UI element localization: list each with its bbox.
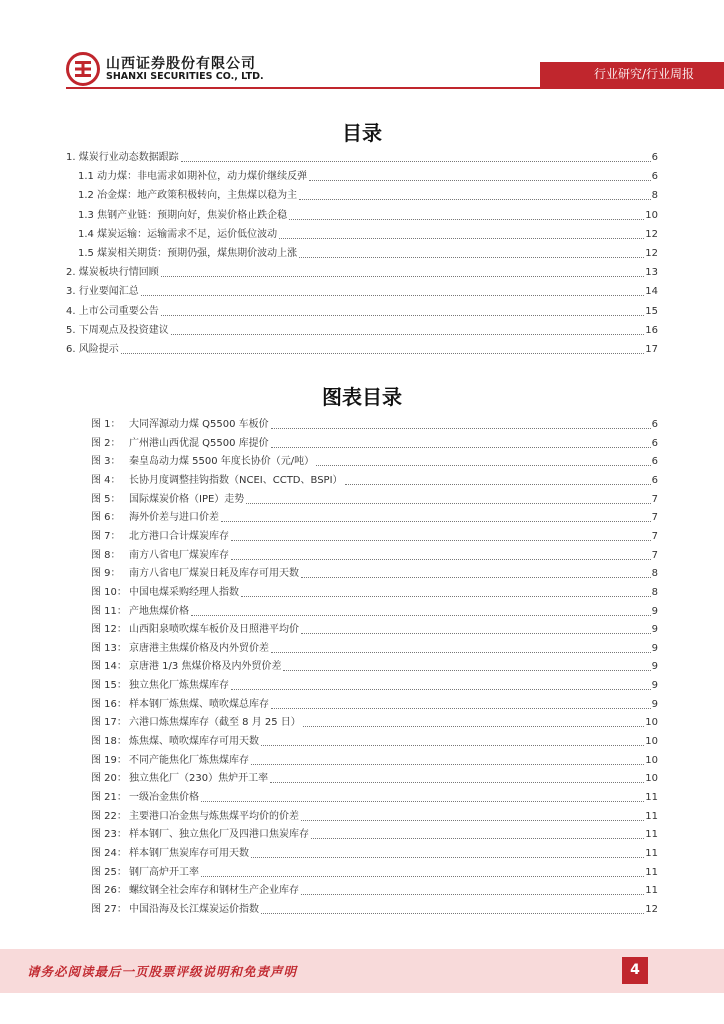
figure-item[interactable] xyxy=(91,828,658,842)
toc-leader-dots xyxy=(309,180,651,181)
toc-leader-dots xyxy=(161,315,645,316)
figure-item-number: 图 20： xyxy=(91,773,127,784)
header-divider xyxy=(66,87,724,89)
figure-item-label: 国际煤炭价格（IPE）走势 xyxy=(129,494,245,505)
toc-item-label: 3. 行业要闻汇总 xyxy=(66,286,139,297)
toc-item-page: 12 xyxy=(645,248,658,259)
page-number: 4 xyxy=(622,957,648,984)
figure-item-number: 图 10： xyxy=(91,587,127,598)
figure-item-label: 六港口炼焦煤库存（截至 8 月 25 日） xyxy=(129,717,301,728)
toc-leader-dots xyxy=(161,276,645,277)
toc-leader-dots xyxy=(279,238,644,239)
figure-leader-dots xyxy=(301,894,644,895)
figure-item-number: 图 8： xyxy=(91,550,121,561)
figure-item-page: 12 xyxy=(645,904,658,915)
figure-item-number: 图 24： xyxy=(91,848,127,859)
toc-item-label: 1.5 煤炭相关期货：预期仍强，煤焦期价波动上涨 xyxy=(78,248,298,259)
figure-item-number: 图 1： xyxy=(91,419,121,430)
figure-item-number: 图 23： xyxy=(91,829,127,840)
figure-leader-dots xyxy=(201,801,644,802)
figure-item[interactable] xyxy=(91,716,658,730)
toc-item-page: 16 xyxy=(645,325,658,336)
figure-item-page: 8 xyxy=(651,587,658,598)
figure-item-number: 图 25： xyxy=(91,867,127,878)
figure-item-label: 京唐港主焦煤价格及内外贸价差 xyxy=(129,643,269,654)
figure-item-number: 图 2： xyxy=(91,438,121,449)
figure-leader-dots xyxy=(231,540,651,541)
figure-leader-dots xyxy=(303,726,644,727)
toc-leader-dots xyxy=(181,161,651,162)
toc-item-label: 6. 风险提示 xyxy=(66,344,119,355)
figure-item[interactable] xyxy=(91,698,658,712)
toc-item-label: 4. 上市公司重要公告 xyxy=(66,306,159,317)
toc-item[interactable] xyxy=(66,305,658,319)
toc-item-label: 1.1 动力煤：非电需求如期补位，动力煤价继续反弹 xyxy=(78,171,308,182)
figure-item-number: 图 5： xyxy=(91,494,121,505)
figure-leader-dots xyxy=(241,596,651,597)
figure-leader-dots xyxy=(271,428,651,429)
figure-leader-dots xyxy=(246,503,650,504)
toc-item-label: 1.2 冶金煤：地产政策积极转向，主焦煤以稳为主 xyxy=(78,190,298,201)
figure-leader-dots xyxy=(251,857,644,858)
toc-item[interactable] xyxy=(66,285,658,299)
toc-item-label: 1.3 焦钢产业链：预期向好，焦炭价格止跌企稳 xyxy=(78,210,288,221)
figure-item-page: 10 xyxy=(645,736,658,747)
figure-item-label: 中国沿海及长江煤炭运价指数 xyxy=(129,904,259,915)
figure-item-label: 北方港口合计煤炭库存 xyxy=(129,531,229,542)
figure-leader-dots xyxy=(271,652,651,653)
figure-item-number: 图 18： xyxy=(91,736,127,747)
figure-item-label: 钢厂高炉开工率 xyxy=(129,867,199,878)
figure-item-label: 长协月度调整挂钩指数（NCEI、CCTD、BSPI） xyxy=(129,475,343,486)
figure-leader-dots xyxy=(301,820,644,821)
toc-item[interactable] xyxy=(78,209,658,223)
figure-item-page: 9 xyxy=(651,699,658,710)
figure-item-page: 10 xyxy=(645,755,658,766)
toc-leader-dots xyxy=(171,334,645,335)
figure-item-page: 9 xyxy=(651,680,658,691)
figure-item-number: 图 3： xyxy=(91,456,121,467)
report-category-banner: 行业研究/行业周报 xyxy=(540,62,724,87)
toc-title: 目录 xyxy=(342,121,382,145)
figure-item-label: 南方八省电厂煤炭库存 xyxy=(129,550,229,561)
figure-item-label: 南方八省电厂煤炭日耗及库存可用天数 xyxy=(129,568,299,579)
figure-item[interactable] xyxy=(91,847,658,861)
figure-item-label: 主要港口冶金焦与炼焦煤平均价的价差 xyxy=(129,811,299,822)
toc-leader-dots xyxy=(141,295,645,296)
figure-item-page: 11 xyxy=(645,885,658,896)
company-name-cn: 山西证券股份有限公司 xyxy=(106,56,256,72)
figure-item[interactable] xyxy=(91,474,658,488)
figure-leader-dots xyxy=(261,745,644,746)
figure-item[interactable] xyxy=(91,493,658,507)
figure-leader-dots xyxy=(345,484,651,485)
figure-item-number: 图 13： xyxy=(91,643,127,654)
figure-item-number: 图 11： xyxy=(91,606,127,617)
figure-leader-dots xyxy=(191,615,651,616)
figure-item[interactable] xyxy=(91,754,658,768)
figure-item-page: 9 xyxy=(651,643,658,654)
figure-item[interactable] xyxy=(91,586,658,600)
figure-item-label: 大同浑源动力煤 Q5500 车板价 xyxy=(129,419,269,430)
figure-item-number: 图 27： xyxy=(91,904,127,915)
toc-item-page: 17 xyxy=(645,344,658,355)
toc-item-label: 5. 下周观点及投资建议 xyxy=(66,325,169,336)
toc-item-label: 1. 煤炭行业动态数据跟踪 xyxy=(66,152,179,163)
figure-item-label: 秦皇岛动力煤 5500 年度长协价（元/吨） xyxy=(129,456,315,467)
figure-list-title: 图表目录 xyxy=(322,385,402,409)
figure-item[interactable] xyxy=(91,567,658,581)
figure-item[interactable] xyxy=(91,866,658,880)
figure-item-number: 图 7： xyxy=(91,531,121,542)
figure-item-label: 产地焦煤价格 xyxy=(129,606,189,617)
toc-item[interactable] xyxy=(78,228,658,242)
figure-item[interactable] xyxy=(91,810,658,824)
figure-leader-dots xyxy=(316,465,650,466)
figure-leader-dots xyxy=(251,764,644,765)
figure-item-page: 10 xyxy=(645,717,658,728)
figure-item[interactable] xyxy=(91,605,658,619)
figure-item-number: 图 22： xyxy=(91,811,127,822)
figure-leader-dots xyxy=(271,447,651,448)
figure-leader-dots xyxy=(221,521,651,522)
toc-item-page: 13 xyxy=(645,267,658,278)
toc-leader-dots xyxy=(299,199,651,200)
toc-item[interactable] xyxy=(78,170,658,184)
figure-item-page: 7 xyxy=(651,550,658,561)
figure-item-page: 7 xyxy=(651,531,658,542)
figure-item-number: 图 9： xyxy=(91,568,121,579)
figure-item-number: 图 21： xyxy=(91,792,127,803)
figure-item-page: 6 xyxy=(651,475,658,486)
toc-item-page: 6 xyxy=(651,152,658,163)
toc-item-page: 6 xyxy=(651,171,658,182)
figure-item[interactable] xyxy=(91,642,658,656)
figure-leader-dots xyxy=(201,876,644,877)
figure-leader-dots xyxy=(301,633,651,634)
figure-item-label: 独立焦化厂（230）焦炉开工率 xyxy=(129,773,269,784)
figure-item-number: 图 26： xyxy=(91,885,127,896)
figure-item-page: 8 xyxy=(651,568,658,579)
figure-item[interactable] xyxy=(91,884,658,898)
toc-item-page: 12 xyxy=(645,229,658,240)
figure-item-label: 广州港山西优混 Q5500 库提价 xyxy=(129,438,269,449)
figure-item-label: 海外价差与进口价差 xyxy=(129,512,219,523)
toc-item[interactable] xyxy=(66,151,658,165)
figure-item[interactable] xyxy=(91,903,658,917)
figure-item-number: 图 4： xyxy=(91,475,121,486)
figure-item-number: 图 17： xyxy=(91,717,127,728)
figure-item-page: 10 xyxy=(645,773,658,784)
figure-item-page: 7 xyxy=(651,494,658,505)
toc-leader-dots xyxy=(299,257,644,258)
figure-item-label: 螺纹钢全社会库存和钢材生产企业库存 xyxy=(129,885,299,896)
figure-item-number: 图 14： xyxy=(91,661,127,672)
figure-item-label: 样本钢厂焦炭库存可用天数 xyxy=(129,848,249,859)
toc-leader-dots xyxy=(289,219,644,220)
figure-item-label: 不同产能焦化厂炼焦煤库存 xyxy=(129,755,249,766)
figure-item[interactable] xyxy=(91,679,658,693)
toc-item-label: 1.4 煤炭运输：运输需求不足，运价低位波动 xyxy=(78,229,278,240)
figure-item[interactable] xyxy=(91,735,658,749)
figure-item[interactable] xyxy=(91,791,658,805)
figure-item-label: 样本钢厂炼焦煤、喷吹煤总库存 xyxy=(129,699,269,710)
figure-item-page: 11 xyxy=(645,829,658,840)
toc-item-page: 14 xyxy=(645,286,658,297)
figure-item-page: 6 xyxy=(651,456,658,467)
figure-item-label: 山西阳泉喷吹煤车板价及日照港平均价 xyxy=(129,624,299,635)
figure-item-page: 9 xyxy=(651,606,658,617)
toc-item-label: 2. 煤炭板块行情回顾 xyxy=(66,267,159,278)
toc-leader-dots xyxy=(121,353,645,354)
figure-item[interactable] xyxy=(91,455,658,469)
company-name-en: SHANXI SECURITIES CO., LTD. xyxy=(106,71,264,82)
toc-item[interactable] xyxy=(66,343,658,357)
figure-item-label: 独立焦化厂炼焦煤库存 xyxy=(129,680,229,691)
figure-leader-dots xyxy=(261,913,644,914)
figure-item-page: 9 xyxy=(651,661,658,672)
toc-item[interactable] xyxy=(78,189,658,203)
figure-item-page: 11 xyxy=(645,811,658,822)
figure-leader-dots xyxy=(283,670,650,671)
figure-item[interactable] xyxy=(91,549,658,563)
figure-item[interactable] xyxy=(91,437,658,451)
toc-item[interactable] xyxy=(66,266,658,280)
footer-disclaimer: 请务必阅读最后一页股票评级说明和免责声明 xyxy=(27,964,298,979)
toc-item-page: 15 xyxy=(645,306,658,317)
figure-leader-dots xyxy=(231,689,651,690)
figure-item-page: 11 xyxy=(645,792,658,803)
figure-item-number: 图 15： xyxy=(91,680,127,691)
figure-item[interactable] xyxy=(91,660,658,674)
figure-leader-dots xyxy=(270,782,644,783)
figure-leader-dots xyxy=(311,838,644,839)
figure-item-number: 图 19： xyxy=(91,755,127,766)
figure-item[interactable] xyxy=(91,511,658,525)
figure-item-number: 图 16： xyxy=(91,699,127,710)
figure-item-page: 11 xyxy=(645,848,658,859)
toc-item-page: 10 xyxy=(645,210,658,221)
figure-item-label: 一级冶金焦价格 xyxy=(129,792,199,803)
toc-item[interactable] xyxy=(66,324,658,338)
figure-item-page: 11 xyxy=(645,867,658,878)
figure-item[interactable] xyxy=(91,530,658,544)
figure-item-number: 图 6： xyxy=(91,512,121,523)
figure-item-number: 图 12： xyxy=(91,624,127,635)
figure-item-label: 样本钢厂、独立焦化厂及四港口焦炭库存 xyxy=(129,829,309,840)
figure-item-label: 炼焦煤、喷吹煤库存可用天数 xyxy=(129,736,259,747)
figure-item-page: 6 xyxy=(651,419,658,430)
figure-item[interactable] xyxy=(91,772,658,786)
figure-item[interactable] xyxy=(91,623,658,637)
company-logo-icon xyxy=(66,52,100,86)
figure-item-page: 6 xyxy=(651,438,658,449)
figure-item-label: 中国电煤采购经理人指数 xyxy=(129,587,239,598)
figure-item-page: 7 xyxy=(651,512,658,523)
toc-item[interactable] xyxy=(78,247,658,261)
figure-leader-dots xyxy=(301,577,651,578)
figure-leader-dots xyxy=(271,708,651,709)
figure-leader-dots xyxy=(231,559,651,560)
toc-item-page: 8 xyxy=(651,190,658,201)
figure-item-page: 9 xyxy=(651,624,658,635)
figure-item[interactable] xyxy=(91,418,658,432)
figure-item-label: 京唐港 1/3 焦煤价格及内外贸价差 xyxy=(129,661,282,672)
